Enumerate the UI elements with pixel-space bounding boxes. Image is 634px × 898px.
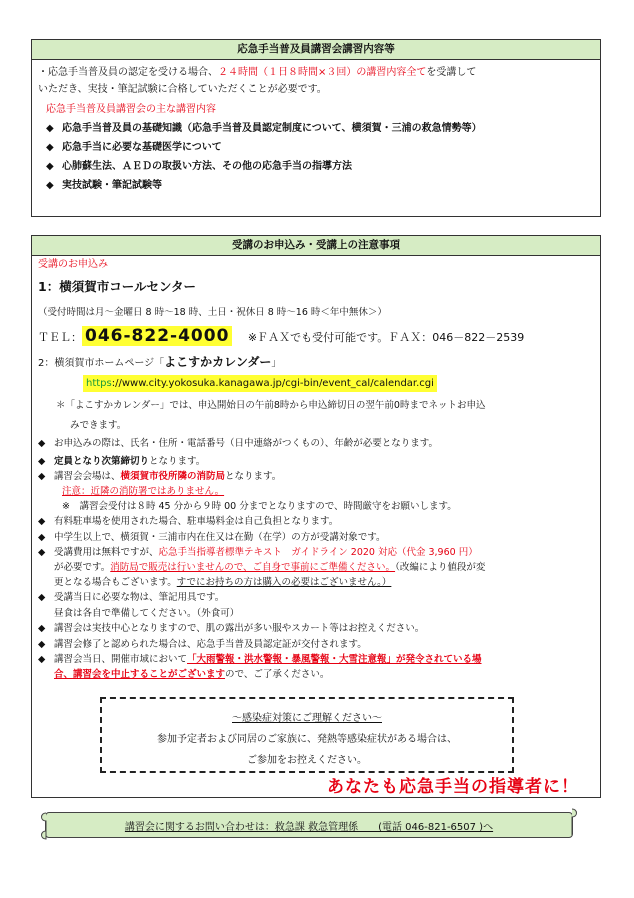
course-subtitle: 応急手当普及員講習会の主な講習内容 [46, 104, 216, 115]
diamond-icon: ◆ [46, 180, 54, 191]
notice-item: ◆ 講習会当日、開催市域において「大雨警報・洪水警報・暴風警報・大雪注意報」が発令されている場 [38, 654, 482, 665]
notice-item: ◆ 講習会修了と認められた場合は、応急手当普及員認定証が交付されます。 [38, 639, 367, 650]
diamond-icon: ◆ [38, 623, 46, 634]
intro-line-2: いただき、実技・筆記試験に合格していただくことが必要です。 [38, 84, 327, 95]
diamond-icon: ◆ [38, 532, 46, 543]
course-item: ◆ 心肺蘇生法、ＡＥＤの取扱い方法、その他の応急手当の指導方法 [46, 161, 352, 172]
venue-warning: 注意：近隣の消防署ではありません。 [62, 486, 225, 497]
reception-time-note: ※ 講習会受付は８時 45 分から９時 00 分までとなりますので、時間厳守をお願いします。 [62, 501, 457, 512]
calendar-note-1: ＊「よこすかカレンダー」では、申込開始日の午前8時から申込締切日の翌午前0時までネットお申込 [56, 400, 486, 411]
diamond-icon: ◆ [38, 456, 46, 467]
call-center-title: 1：横須賀市コールセンター [38, 279, 196, 294]
notice-item: ◆ 定員となり次第締切りとなります。 [38, 456, 206, 467]
course-item: ◆ 応急手当に必要な基礎医学について [46, 142, 222, 153]
lunch-note: 昼食は各自で準備してください。（外食可） [54, 608, 240, 619]
infection-notice-title: ～感染症対策にご理解ください～ [232, 713, 382, 724]
call-center-hours: （受付時間は月～金曜日 8 時～18 時、土日・祝休日 8 時～16 時＜年中無休＞） [38, 307, 387, 318]
calendar-url-link[interactable]: https://www.city.yokosuka.kanagawa.jp/cgi-bin/event_cal/calendar.cgi [83, 375, 437, 392]
notice-item: ◆ 受講当日に必要な物は、筆記用具です。 [38, 592, 225, 603]
course-item: ◆ 実技試験・筆記試験等 [46, 180, 162, 191]
notice-item: ◆ 講習会会場は、横須賀市役所隣の消防局となります。 [38, 471, 282, 482]
diamond-icon: ◆ [46, 142, 54, 153]
contact-text: 講習会に関するお問い合わせは：救急課 救急管理係 (電話 046-821-6507 )へ [124, 822, 494, 833]
textbook-line-3: 更となる場合もございます。すでにお持ちの方は購入の必要はございません。） [54, 577, 392, 588]
application-subtitle: 受講のお申込み [38, 259, 108, 270]
diamond-icon: ◆ [38, 516, 46, 527]
diamond-icon: ◆ [46, 123, 54, 134]
course-item: ◆ 応急手当普及員の基礎知識（応急手当普及員認定制度について、横須賀・三浦の救急情勢等） [46, 123, 482, 134]
diamond-icon: ◆ [38, 547, 46, 558]
notice-item: ◆ 中学生以上で、横須賀・三浦市内在住又は在勤（在学）の方が受講対象です。 [38, 532, 386, 543]
slogan: あなたも応急手当の指導者に！ [327, 777, 579, 797]
textbook-line-2: が必要です。消防局で販売は行いませんので、ご自身で事前にご準備ください。（改編により値段が変 [54, 562, 486, 573]
tel-number[interactable]: 046-822-4000 [82, 326, 232, 346]
calendar-note-2: みできます。 [70, 420, 127, 431]
diamond-icon: ◆ [38, 654, 46, 665]
application-header: 受講のお申込み・受講上の注意事項 [32, 236, 600, 256]
infection-notice-line-2: ご参加をお控えください。 [247, 755, 367, 766]
diamond-icon: ◆ [46, 161, 54, 172]
diamond-icon: ◆ [38, 639, 46, 650]
diamond-icon: ◆ [38, 471, 46, 482]
course-content-header: 応急手当普及員講習会講習内容等 [32, 40, 600, 60]
notice-item: ◆ 有料駐車場を使用された場合、駐車場料金は自己負担となります。 [38, 516, 339, 527]
diamond-icon: ◆ [38, 438, 46, 449]
weather-warning-line-2: 合、講習会を中止することがございますので、ご了承ください。 [54, 669, 330, 680]
notice-item: ◆ 受講費用は無料ですが、応急手当指導者標準テキスト ガイドライン 2020 対応（代金 3,960 円） [38, 547, 478, 558]
notice-item: ◆ 講習会は実技中心となりますので、肌の露出が多い服やスカート等はお控えください。 [38, 623, 425, 634]
intro-line-1: ・応急手当普及員の認定を受ける場合、２４時間（１日８時間×３回）の講習内容全てを受講して [38, 67, 477, 78]
diamond-icon: ◆ [38, 592, 46, 603]
contact-banner [45, 812, 573, 838]
notice-item: ◆ お申込みの際は、氏名・住所・電話番号（日中連絡がつくもの）、年齢が必要となります。 [38, 438, 438, 449]
tel-line: ＴＥＬ： 046-822-4000 ※ＦＡＸでも受付可能です。ＦＡＸ：046－822－2539 [38, 326, 525, 346]
website-title: 2：横須賀市ホームページ「よこすかカレンダー」 [38, 355, 282, 369]
infection-notice-line-1: 参加予定者および同居のご家族に、発熱等感染症状がある場合は、 [157, 734, 457, 745]
infection-notice-box [100, 697, 514, 773]
